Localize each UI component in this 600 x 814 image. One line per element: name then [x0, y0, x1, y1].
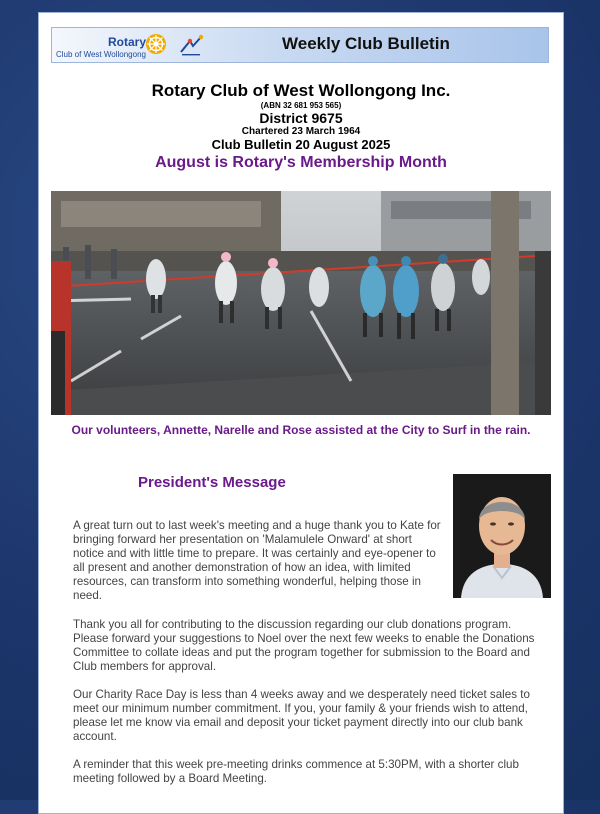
month-theme: August is Rotary's Membership Month [155, 154, 447, 171]
rotary-logo-text: Rotary [108, 35, 147, 49]
rotary-logo-subtext: Club of West Wollongong [56, 50, 146, 59]
chartered-date: Chartered 23 March 1964 [241, 126, 361, 137]
president-paragraph: A reminder that this week pre-meeting drinks commence at 5:30PM, with a shorter club meeting followed by a Board Meeting. [73, 758, 519, 785]
photo-caption: Our volunteers, Annette, Narelle and Rose assisted at the City to Surf in the rain. [71, 423, 531, 437]
abn-number: (ABN 32 681 953 565) [260, 101, 342, 110]
rotary-wheel-icon [145, 33, 167, 55]
presidents-message-heading: President's Message [138, 474, 286, 491]
president-portrait [453, 474, 551, 598]
banner-title: Weekly Club Bulletin [282, 34, 450, 53]
district: District 9675 [259, 110, 343, 126]
city-to-surf-photo [51, 191, 551, 415]
club-name: Rotary Club of West Wollongong Inc. [151, 81, 451, 100]
impact-logo-icon [178, 32, 204, 58]
president-paragraph: Thank you all for contributing to the discussion regarding our club donations program. Please forward your suggestions to Noel over the next few weeks to enable the Donations Committee to collate ideas and put the program together for submission to the Board and Club members for approval. [73, 618, 535, 673]
president-paragraph: A great turn out to last week's meeting and a huge thank you to Kate for bringing forward her presentation on 'Malamulele Onward' at short notice and with little time to prepare. It was certainly and eye-opener to all present and another demonstration of how an idea, with limited resources, can transform into something wonderful, helping those in need. [73, 519, 441, 602]
bulletin-banner [51, 27, 549, 63]
president-paragraph: Our Charity Race Day is less than 4 weeks away and we desperately need ticket sales to meet our minimum number commitment. If you, your family & your friends wish to attend, please let me know via email and deposit your ticket payment directly into our club bank account. [73, 688, 530, 743]
bulletin-date: Club Bulletin 20 August 2025 [211, 137, 391, 152]
bulletin-page [38, 12, 564, 814]
